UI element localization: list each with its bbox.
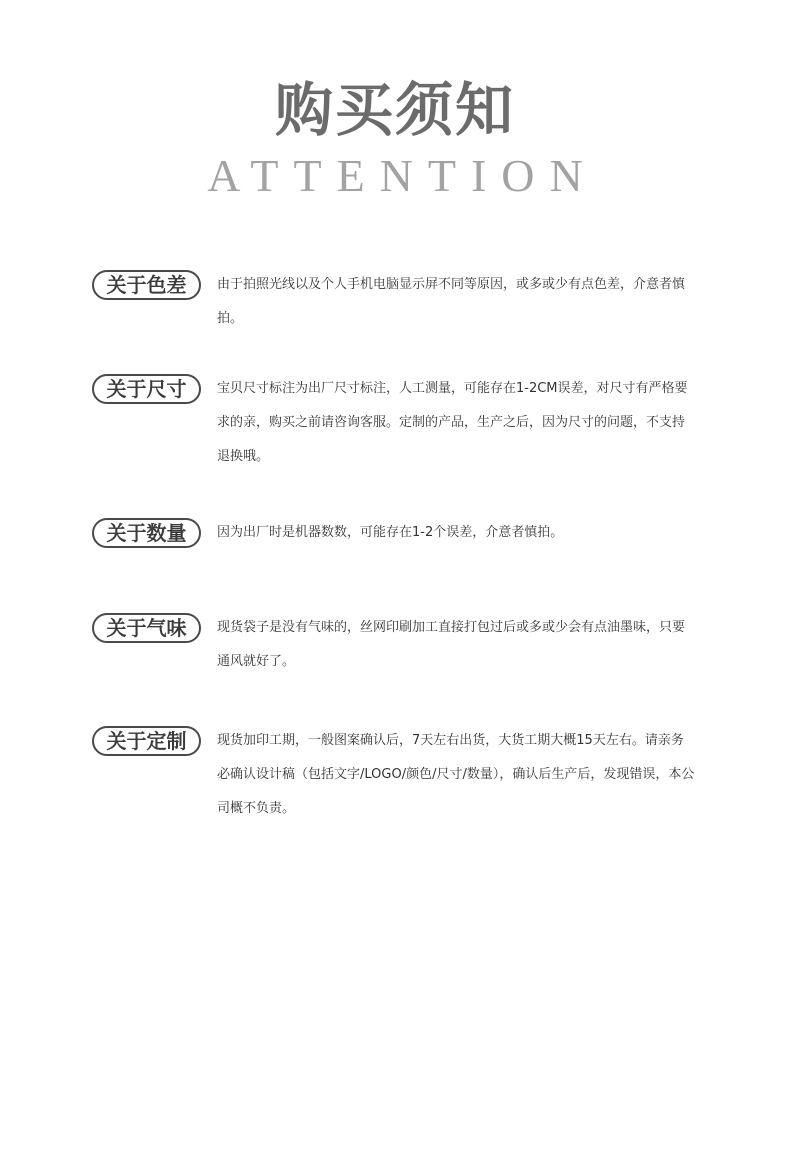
section-label-color-difference: 关于色差 bbox=[92, 270, 201, 300]
section-label-size: 关于尺寸 bbox=[92, 374, 201, 404]
section-text-size: 宝贝尺寸标注为出厂尺寸标注，人工测量，可能存在1-2CM误差，对尺寸有严格要求的亲，购买之前请咨询客服。定制的产品，生产之后，因为尺寸的问题，不支持退换哦。 bbox=[217, 381, 688, 464]
section-label-odor: 关于气味 bbox=[92, 613, 201, 643]
section-text-customization: 现货加印工期，一般图案确认后，7天左右出货，大货工期大概15天左右。请亲务必确认设计稿（包括文字/LOGO/颜色/尺寸/数量），确认后生产后，发现错误，本公司概不负责。 bbox=[217, 733, 695, 816]
page-title-cn: 购买须知 bbox=[274, 76, 515, 144]
section-text-color-difference: 由于拍照光线以及个人手机电脑显示屏不同等原因，或多或少有点色差，介意者慎拍。 bbox=[217, 277, 686, 326]
section-label-quantity: 关于数量 bbox=[92, 518, 201, 548]
page-title-en: ATTENTION bbox=[207, 150, 598, 201]
section-text-odor: 现货袋子是没有气味的，丝网印刷加工直接打包过后或多或少会有点油墨味，只要通风就好了。 bbox=[217, 620, 686, 669]
section-text-quantity: 因为出厂时是机器数数，可能存在1-2个误差，介意者慎拍。 bbox=[217, 525, 564, 540]
section-label-customization: 关于定制 bbox=[92, 726, 201, 756]
